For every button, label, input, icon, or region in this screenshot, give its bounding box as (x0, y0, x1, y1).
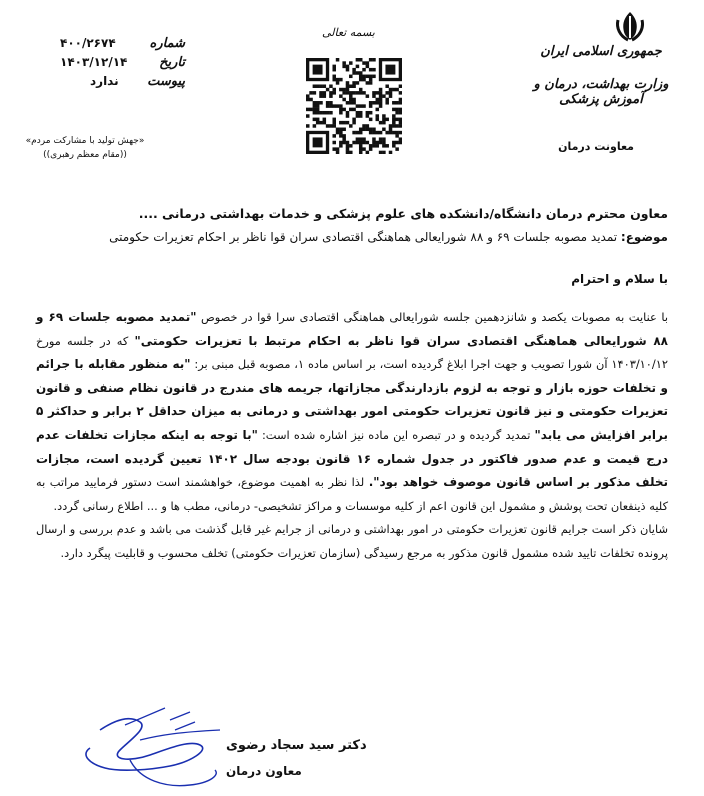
p1-intro: با عنایت به مصوبات یکصد و شانزدهمین جلسه شورایعالی هماهنگی اقتصادی سرا قوا در خصوص (196, 310, 668, 324)
meta-attachment-row (60, 74, 185, 93)
letter-number: ۴۰۰/۲۶۷۴ (60, 36, 116, 50)
qr-code-icon (306, 58, 402, 154)
p1-resolution-title: "تمدید مصوبه جلسات ۶۹ و ۸۸ شورایعالی هماهنگی اقتصادی سران قوا ناظر به احکام مرتبط با تعزیرات حکومتی" (36, 310, 668, 348)
paragraph-1 (36, 306, 668, 518)
ministry-name: وزارت بهداشت، درمان و آموزش پزشکی (533, 77, 669, 107)
signatory-name: دکتر سید سجاد رضوی (226, 738, 367, 753)
handwritten-signature (70, 700, 230, 790)
paragraph-2: شایان ذکر است جرایم قانون تعزیرات حکومتی در امور بهداشتی و درمانی از جرایم غیر قابل گذشت می باشد و عدم بررسی و ارسال پرونده تخلفات تایید شده مشمول قانون مذکور به مرجع رسیدگی (سازمان تعزیرات حکومتی) تخلف محسوب و قابلیت پیگرد دارد. (36, 522, 668, 560)
p1-note-quote: "با توجه به اینکه مجازات تخلفات عدم درج قیمت و عدم صدور فاکتور در جدول شماره ۱۶ قانون بودجه سال ۱۴۰۲ تعیین گردیده است، مجازات تخلف مذکور بر اساس قانون موصوف خواهد بود". (36, 427, 668, 490)
p1-request: لذا نظر به اهمیت موضوع، خواهشمند است دستور فرمایید مراتب به کلیه ذینفعان تحت پوشش و مشمول این قانون اعم از کلیه موسسات و مراکز تشخیصی- درمانی، مطب ها و ... اطلاع رسانی گردد. (36, 475, 668, 513)
subject-label: موضوع: (620, 230, 668, 244)
recipient: معاون محترم درمان دانشگاه/دانشکده های علوم پزشکی و خدمات بهداشتی درمانی .... (138, 206, 668, 221)
ministry-logo-text (526, 44, 676, 107)
p1-note-intro: تمدید گردیده و در تبصره این ماده نیز اشاره شده است: (257, 427, 535, 442)
p1-article-1-quote: "به منظور مقابله با جرائم و تخلفات حوزه بازار و توجه به لزوم بازدارندگی مجازاتها، جریمه های مندرج در قانون نظام صنفی و قانون تعزیرات حکومتی و نیز قانون تعزیرات حکومتی امور بهداشتی و درمانی به میزان حداقل ۲ برابر و حداکثر ۵ برابر افزایش می یابد" (36, 357, 668, 442)
meta-number-row (60, 36, 185, 55)
subject-text: تمدید مصوبه جلسات ۶۹ و ۸۸ شورایعالی هماهنگی اقتصادی سران قوا ناظر بر احکام تعزیرات حکومتی (109, 230, 621, 244)
bismillah: بسمه تعالی (322, 26, 375, 39)
greeting: با سلام و احترام (571, 272, 668, 286)
attachment-label: پیوست (147, 74, 185, 89)
letter-date: ۱۴۰۳/۱۲/۱۴ (60, 55, 128, 69)
iran-emblem-icon (612, 10, 648, 44)
letter-meta (60, 36, 185, 93)
motto-attribution: ((مقام معظم رهبری)) (43, 150, 127, 160)
date-label: تاریخ (159, 55, 185, 70)
meta-date-row (60, 55, 185, 74)
subject (109, 230, 668, 244)
country-name: جمهوری اسلامی ایران (540, 44, 662, 59)
signatory-title: معاون درمان (226, 764, 302, 778)
number-label: شماره (149, 36, 185, 51)
department-name: معاونت درمان (558, 140, 634, 153)
p1-context: که در جلسه مورخ ۱۴۰۳/۱۰/۱۲ آن شورا تصویب و جهت اجرا ابلاغ گردیده است، بر اساس ماده ۱، مصوبه قبل مبنی بر: (36, 333, 668, 372)
attachment-value: ندارد (90, 74, 119, 88)
letter-body (36, 306, 668, 566)
motto-line: «جهش تولید با مشارکت مردم» (25, 136, 145, 146)
motto (10, 134, 160, 162)
